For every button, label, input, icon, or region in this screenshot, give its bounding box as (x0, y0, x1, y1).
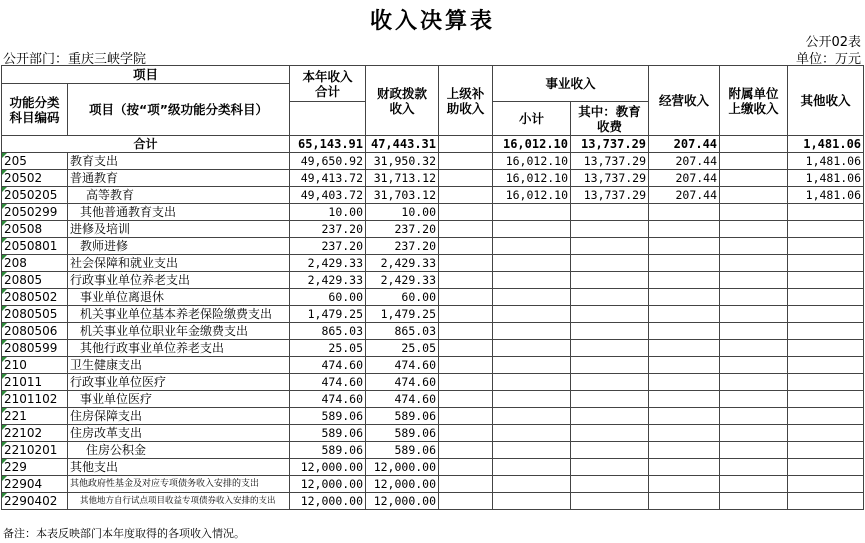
row-item-name: 其他支出 (68, 459, 290, 476)
footnote: 备注：本表反映部门本年度取得的各项收入情况。 (3, 527, 245, 540)
row-annual: 1,479.25 (290, 306, 366, 323)
header-item: 项目 (2, 66, 290, 84)
row-subtotal (493, 323, 571, 340)
row-fiscal: 237.20 (366, 221, 439, 238)
row-code: 20502 (2, 170, 68, 187)
row-annual: 474.60 (290, 357, 366, 374)
row-fiscal: 474.60 (366, 374, 439, 391)
row-fiscal: 12,000.00 (366, 459, 439, 476)
row-operating (649, 255, 720, 272)
table-row (2, 238, 864, 255)
row-subtotal (493, 476, 571, 493)
row-edu-fee (571, 204, 649, 221)
row-edu-fee (571, 459, 649, 476)
row-affiliated (720, 442, 788, 459)
row-code: 2080599 (2, 340, 68, 357)
row-edu-fee (571, 238, 649, 255)
row-affiliated (720, 221, 788, 238)
row-item-name: 社会保障和就业支出 (68, 255, 290, 272)
row-operating (649, 391, 720, 408)
row-subtotal (493, 306, 571, 323)
row-annual: 589.06 (290, 408, 366, 425)
row-subtotal (493, 459, 571, 476)
row-other (788, 340, 864, 357)
row-code: 2101102 (2, 391, 68, 408)
row-affiliated (720, 255, 788, 272)
row-operating (649, 238, 720, 255)
table-row (2, 391, 864, 408)
row-item-name: 教师进修 (68, 238, 290, 255)
row-operating (649, 493, 720, 510)
header-operating: 经营收入 (649, 66, 720, 136)
header-business: 事业收入 (493, 66, 649, 102)
row-affiliated (720, 289, 788, 306)
total-edu-fee: 13,737.29 (571, 136, 649, 153)
row-edu-fee (571, 391, 649, 408)
row-item-name: 事业单位离退休 (68, 289, 290, 306)
header-annual-spacer (290, 102, 366, 136)
row-fiscal: 2,429.33 (366, 255, 439, 272)
row-edu-fee (571, 272, 649, 289)
row-other (788, 476, 864, 493)
row-affiliated (720, 391, 788, 408)
row-item-name: 住房改革支出 (68, 425, 290, 442)
table-row (2, 493, 864, 510)
row-superior (439, 306, 493, 323)
row-superior (439, 238, 493, 255)
row-other (788, 306, 864, 323)
table-row (2, 374, 864, 391)
row-other (788, 391, 864, 408)
row-code: 2210201 (2, 442, 68, 459)
row-edu-fee (571, 289, 649, 306)
header-affiliated: 附属单位 上缴收入 (720, 66, 788, 136)
row-other (788, 374, 864, 391)
row-annual: 12,000.00 (290, 459, 366, 476)
table-row (2, 204, 864, 221)
table-row (2, 459, 864, 476)
row-edu-fee: 13,737.29 (571, 170, 649, 187)
table-row (2, 340, 864, 357)
table-header (2, 66, 864, 136)
row-item-name: 行政事业单位养老支出 (68, 272, 290, 289)
row-edu-fee (571, 425, 649, 442)
row-affiliated (720, 238, 788, 255)
row-edu-fee (571, 493, 649, 510)
row-annual: 2,429.33 (290, 272, 366, 289)
row-code: 20805 (2, 272, 68, 289)
row-superior (439, 408, 493, 425)
row-edu-fee (571, 408, 649, 425)
table-row (2, 272, 864, 289)
row-affiliated (720, 170, 788, 187)
table-row (2, 442, 864, 459)
total-fiscal: 47,443.31 (366, 136, 439, 153)
row-subtotal (493, 374, 571, 391)
row-affiliated (720, 408, 788, 425)
row-subtotal (493, 289, 571, 306)
table-body (2, 136, 864, 510)
row-item-name: 卫生健康支出 (68, 357, 290, 374)
row-item-name: 教育支出 (68, 153, 290, 170)
row-other (788, 442, 864, 459)
row-item-name: 普通教育 (68, 170, 290, 187)
row-code: 22102 (2, 425, 68, 442)
row-operating (649, 323, 720, 340)
table-row (2, 323, 864, 340)
row-annual: 865.03 (290, 323, 366, 340)
row-fiscal: 589.06 (366, 408, 439, 425)
row-subtotal: 16,012.10 (493, 187, 571, 204)
row-fiscal: 31,713.12 (366, 170, 439, 187)
row-superior (439, 221, 493, 238)
row-edu-fee (571, 374, 649, 391)
row-operating: 207.44 (649, 153, 720, 170)
row-annual: 10.00 (290, 204, 366, 221)
row-operating (649, 374, 720, 391)
row-other (788, 238, 864, 255)
row-affiliated (720, 340, 788, 357)
row-other (788, 221, 864, 238)
row-operating (649, 272, 720, 289)
table-row (2, 170, 864, 187)
row-code: 20508 (2, 221, 68, 238)
row-operating: 207.44 (649, 187, 720, 204)
row-affiliated (720, 476, 788, 493)
row-fiscal: 474.60 (366, 391, 439, 408)
row-annual: 49,413.72 (290, 170, 366, 187)
unit-label: 单位：万元 (795, 52, 861, 67)
row-item-name: 机关事业单位基本养老保险缴费支出 (68, 306, 290, 323)
row-subtotal (493, 340, 571, 357)
row-code: 2050299 (2, 204, 68, 221)
row-subtotal (493, 255, 571, 272)
row-code: 210 (2, 357, 68, 374)
header-fiscal: 财政拨款 收入 (366, 66, 439, 136)
table-row (2, 187, 864, 204)
row-fiscal: 12,000.00 (366, 476, 439, 493)
row-annual: 474.60 (290, 391, 366, 408)
row-fiscal: 31,950.32 (366, 153, 439, 170)
row-item-name: 高等教育 (68, 187, 290, 204)
row-fiscal: 474.60 (366, 357, 439, 374)
row-other (788, 357, 864, 374)
row-item-name: 其他普通教育支出 (68, 204, 290, 221)
row-annual: 60.00 (290, 289, 366, 306)
row-annual: 12,000.00 (290, 476, 366, 493)
row-operating (649, 459, 720, 476)
row-fiscal: 237.20 (366, 238, 439, 255)
row-operating (649, 357, 720, 374)
row-affiliated (720, 357, 788, 374)
row-fiscal: 10.00 (366, 204, 439, 221)
row-operating (649, 425, 720, 442)
row-item-name: 事业单位医疗 (68, 391, 290, 408)
row-item-name: 其他地方自行试点项目收益专项债券收入安排的支出 (68, 493, 290, 510)
row-edu-fee (571, 340, 649, 357)
row-other: 1,481.06 (788, 170, 864, 187)
row-superior (439, 442, 493, 459)
row-affiliated (720, 374, 788, 391)
row-annual: 49,650.92 (290, 153, 366, 170)
row-other (788, 289, 864, 306)
row-item-name: 进修及培训 (68, 221, 290, 238)
row-superior (439, 289, 493, 306)
header-other: 其他收入 (788, 66, 864, 136)
row-other (788, 204, 864, 221)
row-annual: 49,403.72 (290, 187, 366, 204)
row-operating (649, 340, 720, 357)
row-code: 2050801 (2, 238, 68, 255)
row-subtotal (493, 425, 571, 442)
row-fiscal: 589.06 (366, 442, 439, 459)
row-code: 229 (2, 459, 68, 476)
header-superior: 上级补 助收入 (439, 66, 493, 136)
table-row (2, 425, 864, 442)
row-operating (649, 408, 720, 425)
row-superior (439, 323, 493, 340)
total-superior (439, 136, 493, 153)
row-code: 2050205 (2, 187, 68, 204)
row-other (788, 459, 864, 476)
row-code: 208 (2, 255, 68, 272)
row-edu-fee (571, 306, 649, 323)
row-subtotal (493, 391, 571, 408)
row-affiliated (720, 306, 788, 323)
row-other: 1,481.06 (788, 153, 864, 170)
row-code: 2290402 (2, 493, 68, 510)
row-fiscal: 25.05 (366, 340, 439, 357)
row-code: 21011 (2, 374, 68, 391)
row-operating: 207.44 (649, 170, 720, 187)
row-item-name: 其他政府性基金及对应专项债务收入安排的支出 (68, 476, 290, 493)
row-subtotal: 16,012.10 (493, 153, 571, 170)
row-superior (439, 391, 493, 408)
row-edu-fee (571, 323, 649, 340)
row-operating (649, 442, 720, 459)
row-code: 2080502 (2, 289, 68, 306)
row-fiscal: 865.03 (366, 323, 439, 340)
row-edu-fee (571, 442, 649, 459)
row-operating (649, 289, 720, 306)
row-other (788, 425, 864, 442)
total-subtotal: 16,012.10 (493, 136, 571, 153)
row-operating (649, 306, 720, 323)
row-affiliated (720, 493, 788, 510)
row-other (788, 408, 864, 425)
row-annual: 237.20 (290, 238, 366, 255)
report-title: 收入决算表 (369, 8, 495, 34)
row-edu-fee (571, 255, 649, 272)
row-superior (439, 340, 493, 357)
row-annual: 2,429.33 (290, 255, 366, 272)
total-row (2, 136, 864, 153)
table-row (2, 357, 864, 374)
income-table (1, 65, 864, 510)
row-edu-fee: 13,737.29 (571, 153, 649, 170)
header-func-code: 功能分类 科目编码 (2, 84, 68, 136)
row-code: 221 (2, 408, 68, 425)
row-annual: 589.06 (290, 425, 366, 442)
row-subtotal (493, 238, 571, 255)
row-code: 2080505 (2, 306, 68, 323)
row-superior (439, 272, 493, 289)
row-item-name: 其他行政事业单位养老支出 (68, 340, 290, 357)
row-superior (439, 425, 493, 442)
row-code: 22904 (2, 476, 68, 493)
row-fiscal: 12,000.00 (366, 493, 439, 510)
row-operating (649, 221, 720, 238)
row-other (788, 255, 864, 272)
row-other (788, 272, 864, 289)
row-fiscal: 589.06 (366, 425, 439, 442)
row-code: 2080506 (2, 323, 68, 340)
row-affiliated (720, 204, 788, 221)
form-code: 公开02表 (805, 35, 861, 50)
row-other: 1,481.06 (788, 187, 864, 204)
row-superior (439, 153, 493, 170)
row-superior (439, 357, 493, 374)
row-affiliated (720, 425, 788, 442)
row-superior (439, 255, 493, 272)
row-affiliated (720, 459, 788, 476)
header-item-name: 项目（按“项”级功能分类科目） (68, 84, 290, 136)
row-annual: 12,000.00 (290, 493, 366, 510)
row-subtotal (493, 204, 571, 221)
row-superior (439, 493, 493, 510)
row-fiscal: 2,429.33 (366, 272, 439, 289)
row-item-name: 行政事业单位医疗 (68, 374, 290, 391)
row-annual: 474.60 (290, 374, 366, 391)
row-annual: 237.20 (290, 221, 366, 238)
header-annual-income: 本年收入 合计 (290, 66, 366, 102)
row-superior (439, 204, 493, 221)
total-operating: 207.44 (649, 136, 720, 153)
row-edu-fee (571, 357, 649, 374)
row-annual: 589.06 (290, 442, 366, 459)
row-superior (439, 459, 493, 476)
row-superior (439, 187, 493, 204)
table-row (2, 476, 864, 493)
row-annual: 25.05 (290, 340, 366, 357)
total-annual: 65,143.91 (290, 136, 366, 153)
table-row (2, 289, 864, 306)
row-fiscal: 1,479.25 (366, 306, 439, 323)
row-affiliated (720, 272, 788, 289)
row-operating (649, 204, 720, 221)
total-other: 1,481.06 (788, 136, 864, 153)
header-edu-fee: 其中：教育 收费 (571, 102, 649, 136)
row-superior (439, 374, 493, 391)
row-code: 205 (2, 153, 68, 170)
row-edu-fee (571, 221, 649, 238)
row-affiliated (720, 187, 788, 204)
row-subtotal: 16,012.10 (493, 170, 571, 187)
table-row (2, 255, 864, 272)
row-subtotal (493, 221, 571, 238)
total-affiliated (720, 136, 788, 153)
header-subtotal: 小计 (493, 102, 571, 136)
row-fiscal: 60.00 (366, 289, 439, 306)
row-item-name: 住房公积金 (68, 442, 290, 459)
row-subtotal (493, 442, 571, 459)
row-subtotal (493, 272, 571, 289)
row-subtotal (493, 493, 571, 510)
row-edu-fee (571, 476, 649, 493)
total-label: 合计 (2, 136, 290, 153)
table-row (2, 408, 864, 425)
row-superior (439, 476, 493, 493)
row-fiscal: 31,703.12 (366, 187, 439, 204)
row-affiliated (720, 323, 788, 340)
row-affiliated (720, 153, 788, 170)
table-row (2, 221, 864, 238)
row-subtotal (493, 408, 571, 425)
row-superior (439, 170, 493, 187)
row-item-name: 机关事业单位职业年金缴费支出 (68, 323, 290, 340)
row-other (788, 323, 864, 340)
row-edu-fee: 13,737.29 (571, 187, 649, 204)
department-label: 公开部门：重庆三峡学院 (3, 52, 147, 67)
table-row (2, 306, 864, 323)
row-item-name: 住房保障支出 (68, 408, 290, 425)
row-other (788, 493, 864, 510)
row-subtotal (493, 357, 571, 374)
row-operating (649, 476, 720, 493)
table-row (2, 153, 864, 170)
